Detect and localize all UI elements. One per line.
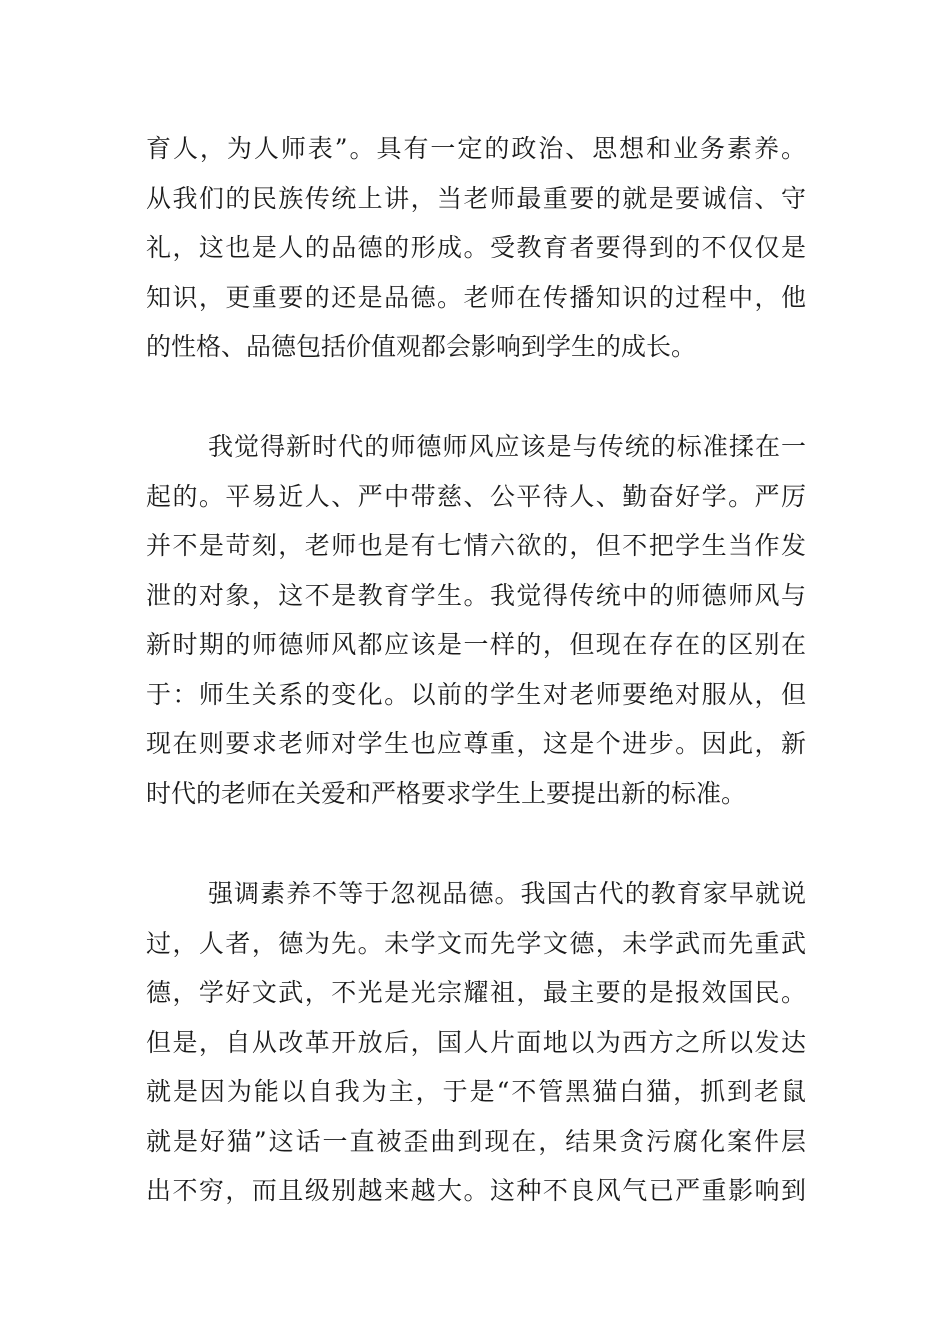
paragraph-line: 泄的对象，这不是教育学生。我觉得传统中的师德师风与 (146, 580, 806, 610)
paragraph-line: 时代的老师在关爱和严格要求学生上要提出新的标准。 (146, 778, 747, 808)
paragraph-line: 起的。平易近人、严中带慈、公平待人、勤奋好学。严厉 (146, 481, 806, 511)
paragraph-line: 从我们的民族传统上讲，当老师最重要的就是要诚信、守 (146, 183, 806, 213)
paragraph-line: 现在则要求老师对学生也应尊重，这是个进步。因此，新 (146, 729, 806, 758)
paragraph-line: 新时期的师德师风都应该是一样的，但现在存在的区别在 (146, 630, 806, 659)
paragraph-line: 我觉得新时代的师德师风应该是与传统的标准揉在一 (208, 432, 806, 461)
paragraph-1 (146, 124, 806, 372)
paragraph-line: 知识，更重要的还是品德。老师在传播知识的过程中，他 (146, 282, 806, 312)
paragraph-line: 育人，为人师表”。具有一定的政治、思想和业务素养。 (146, 134, 806, 163)
paragraph-line: 并不是苛刻，老师也是有七情六欲的，但不把学生当作发 (146, 531, 806, 560)
paragraph-line: 就是因为能以自我为主，于是“不管黑猫白猫，抓到老鼠 (146, 1077, 806, 1106)
paragraph-line: 的性格、品德包括价值观都会影响到学生的成长。 (146, 332, 697, 361)
paragraph-line: 强调素养不等于忽视品德。我国古代的教育家早就说 (208, 879, 806, 908)
paragraph-line: 出不穷，而且级别越来越大。这种不良风气已严重影响到 (146, 1176, 806, 1205)
paragraph-line: 于：师生关系的变化。以前的学生对老师要绝对服从，但 (146, 679, 806, 709)
paragraph-2 (146, 422, 806, 818)
paragraph-line: 但是，自从改革开放后，国人片面地以为西方之所以发达 (146, 1027, 806, 1057)
paragraph-line: 过，人者，德为先。未学文而先学文德，未学武而先重武 (146, 928, 806, 958)
paragraph-line: 礼，这也是人的品德的形成。受教育者要得到的不仅仅是 (146, 233, 806, 262)
paragraph-3 (146, 869, 806, 1216)
paragraph-line: 德，学好文武，不光是光宗耀祖，最主要的是报效国民。 (146, 978, 806, 1007)
paragraph-line: 就是好猫”这话一直被歪曲到现在，结果贪污腐化案件层 (146, 1126, 806, 1156)
